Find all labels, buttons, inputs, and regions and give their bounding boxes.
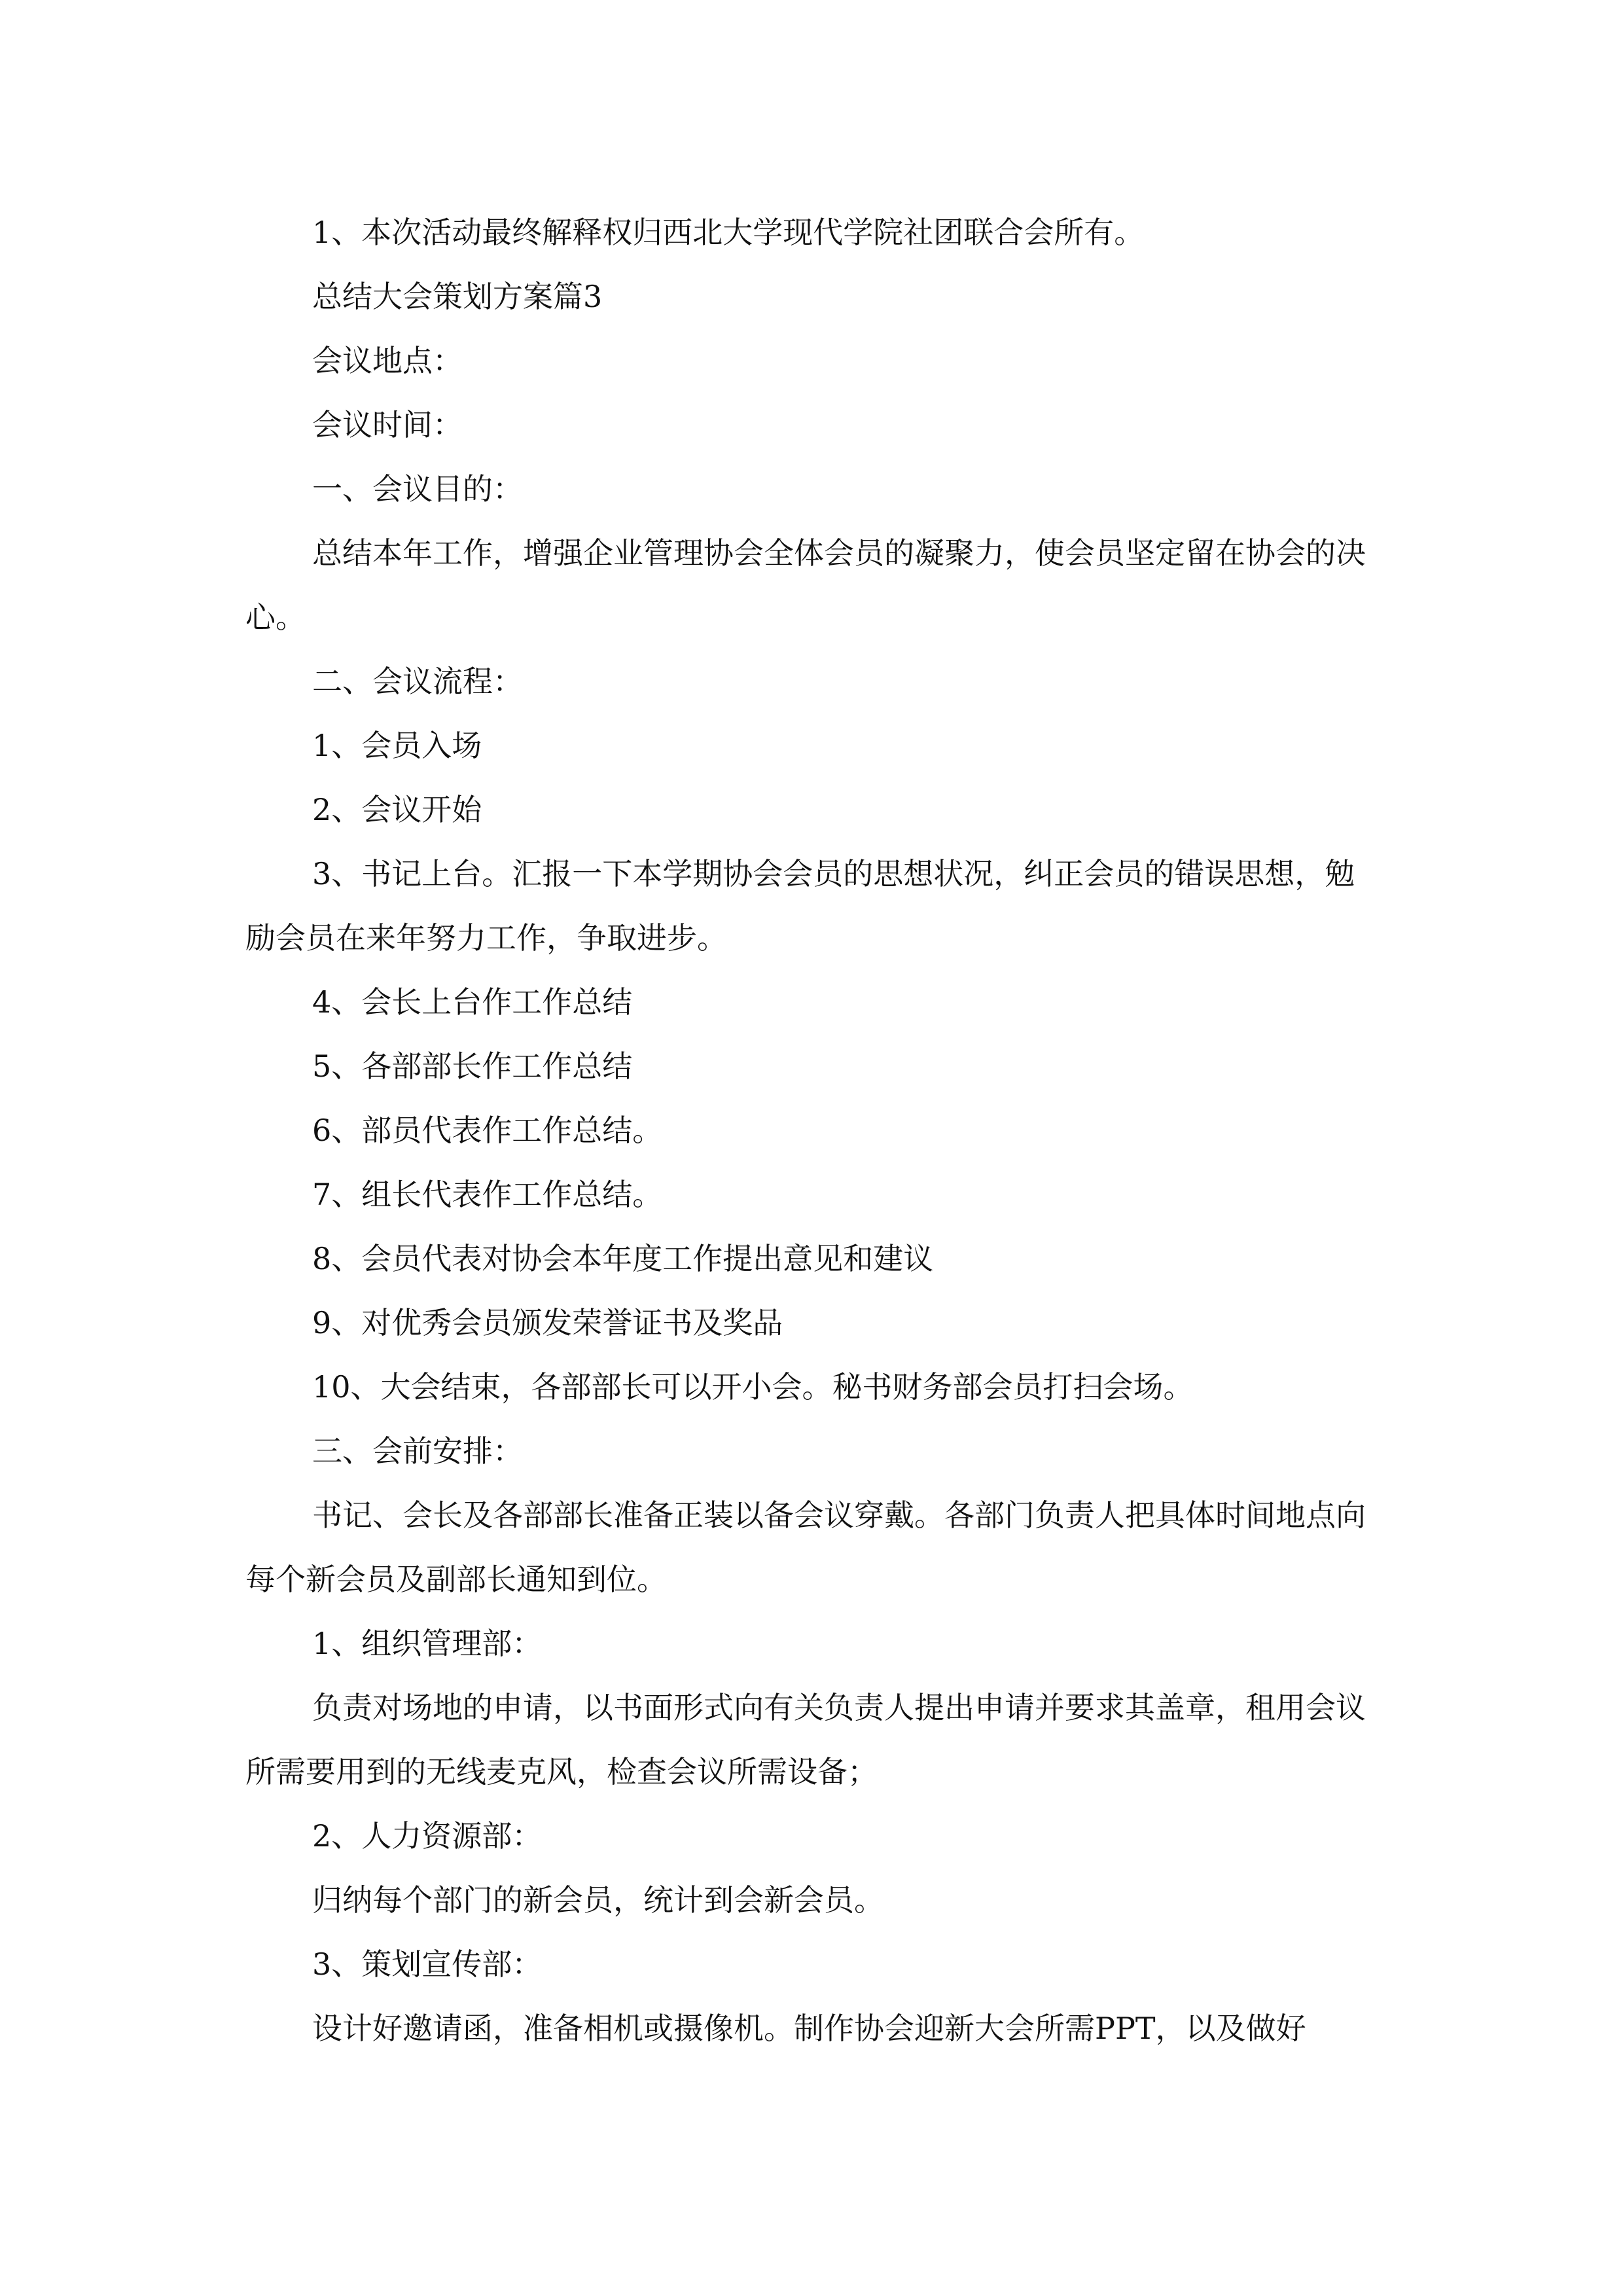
process-item: 9、对优秀会员颁发荣誉证书及奖品 (312, 1305, 783, 1340)
meeting-time: 会议时间： (312, 407, 463, 442)
heading-meeting-purpose: 一、会议目的： (312, 471, 523, 507)
paragraph-preparation: 书记、会长及各部部长准备正装以备会议穿戴。各部门负责人把具体时间地点向每个新会员及副部长通知到位。 (245, 1498, 1366, 1597)
paragraph-planning-duty: 设计好邀请函，准备相机或摄像机。制作协会迎新大会所需PPT，以及做好 (312, 2011, 1306, 2046)
subheading-hr-dept: 2、人力资源部： (312, 1818, 543, 1854)
subheading-organization-dept: 1、组织管理部： (312, 1626, 543, 1661)
process-item: 10、大会结束，各部部长可以开小会。秘书财务部会员打扫会场。 (312, 1369, 1194, 1405)
meeting-location: 会议地点： (312, 343, 463, 378)
process-item: 7、组长代表作工作总结。 (312, 1177, 663, 1212)
process-item: 6、部员代表作工作总结。 (312, 1113, 663, 1148)
process-item: 8、会员代表对协会本年度工作提出意见和建议 (312, 1241, 934, 1276)
paragraph-purpose: 总结本年工作，增强企业管理协会全体会员的凝聚力，使会员坚定留在协会的决心。 (245, 535, 1366, 635)
subheading-planning-dept: 3、策划宣传部： (312, 1946, 543, 1982)
heading-pre-meeting: 三、会前安排： (312, 1433, 523, 1469)
paragraph-organization-duty: 负责对场地的申请，以书面形式向有关负责人提出申请并要求其盖章，租用会议所需要用到的无线麦克风，检查会议所需设备； (245, 1690, 1366, 1789)
process-item: 5、各部部长作工作总结 (312, 1049, 633, 1084)
section-title: 总结大会策划方案篇3 (312, 279, 603, 314)
process-item: 3、书记上台。汇报一下本学期协会会员的思想状况，纠正会员的错误思想，勉励会员在来年努力工作，争取进步。 (245, 856, 1355, 956)
document-body (245, 200, 1381, 2060)
heading-meeting-process: 二、会议流程： (312, 664, 523, 699)
process-item: 1、会员入场 (312, 728, 482, 763)
paragraph-hr-duty: 归纳每个部门的新会员，统计到会新会员。 (312, 1882, 884, 1918)
process-item: 4、会长上台作工作总结 (312, 984, 633, 1020)
paragraph-final-interpretation: 1、本次活动最终解释权归西北大学现代学院社团联合会所有。 (312, 215, 1145, 250)
process-item: 2、会议开始 (312, 792, 482, 827)
